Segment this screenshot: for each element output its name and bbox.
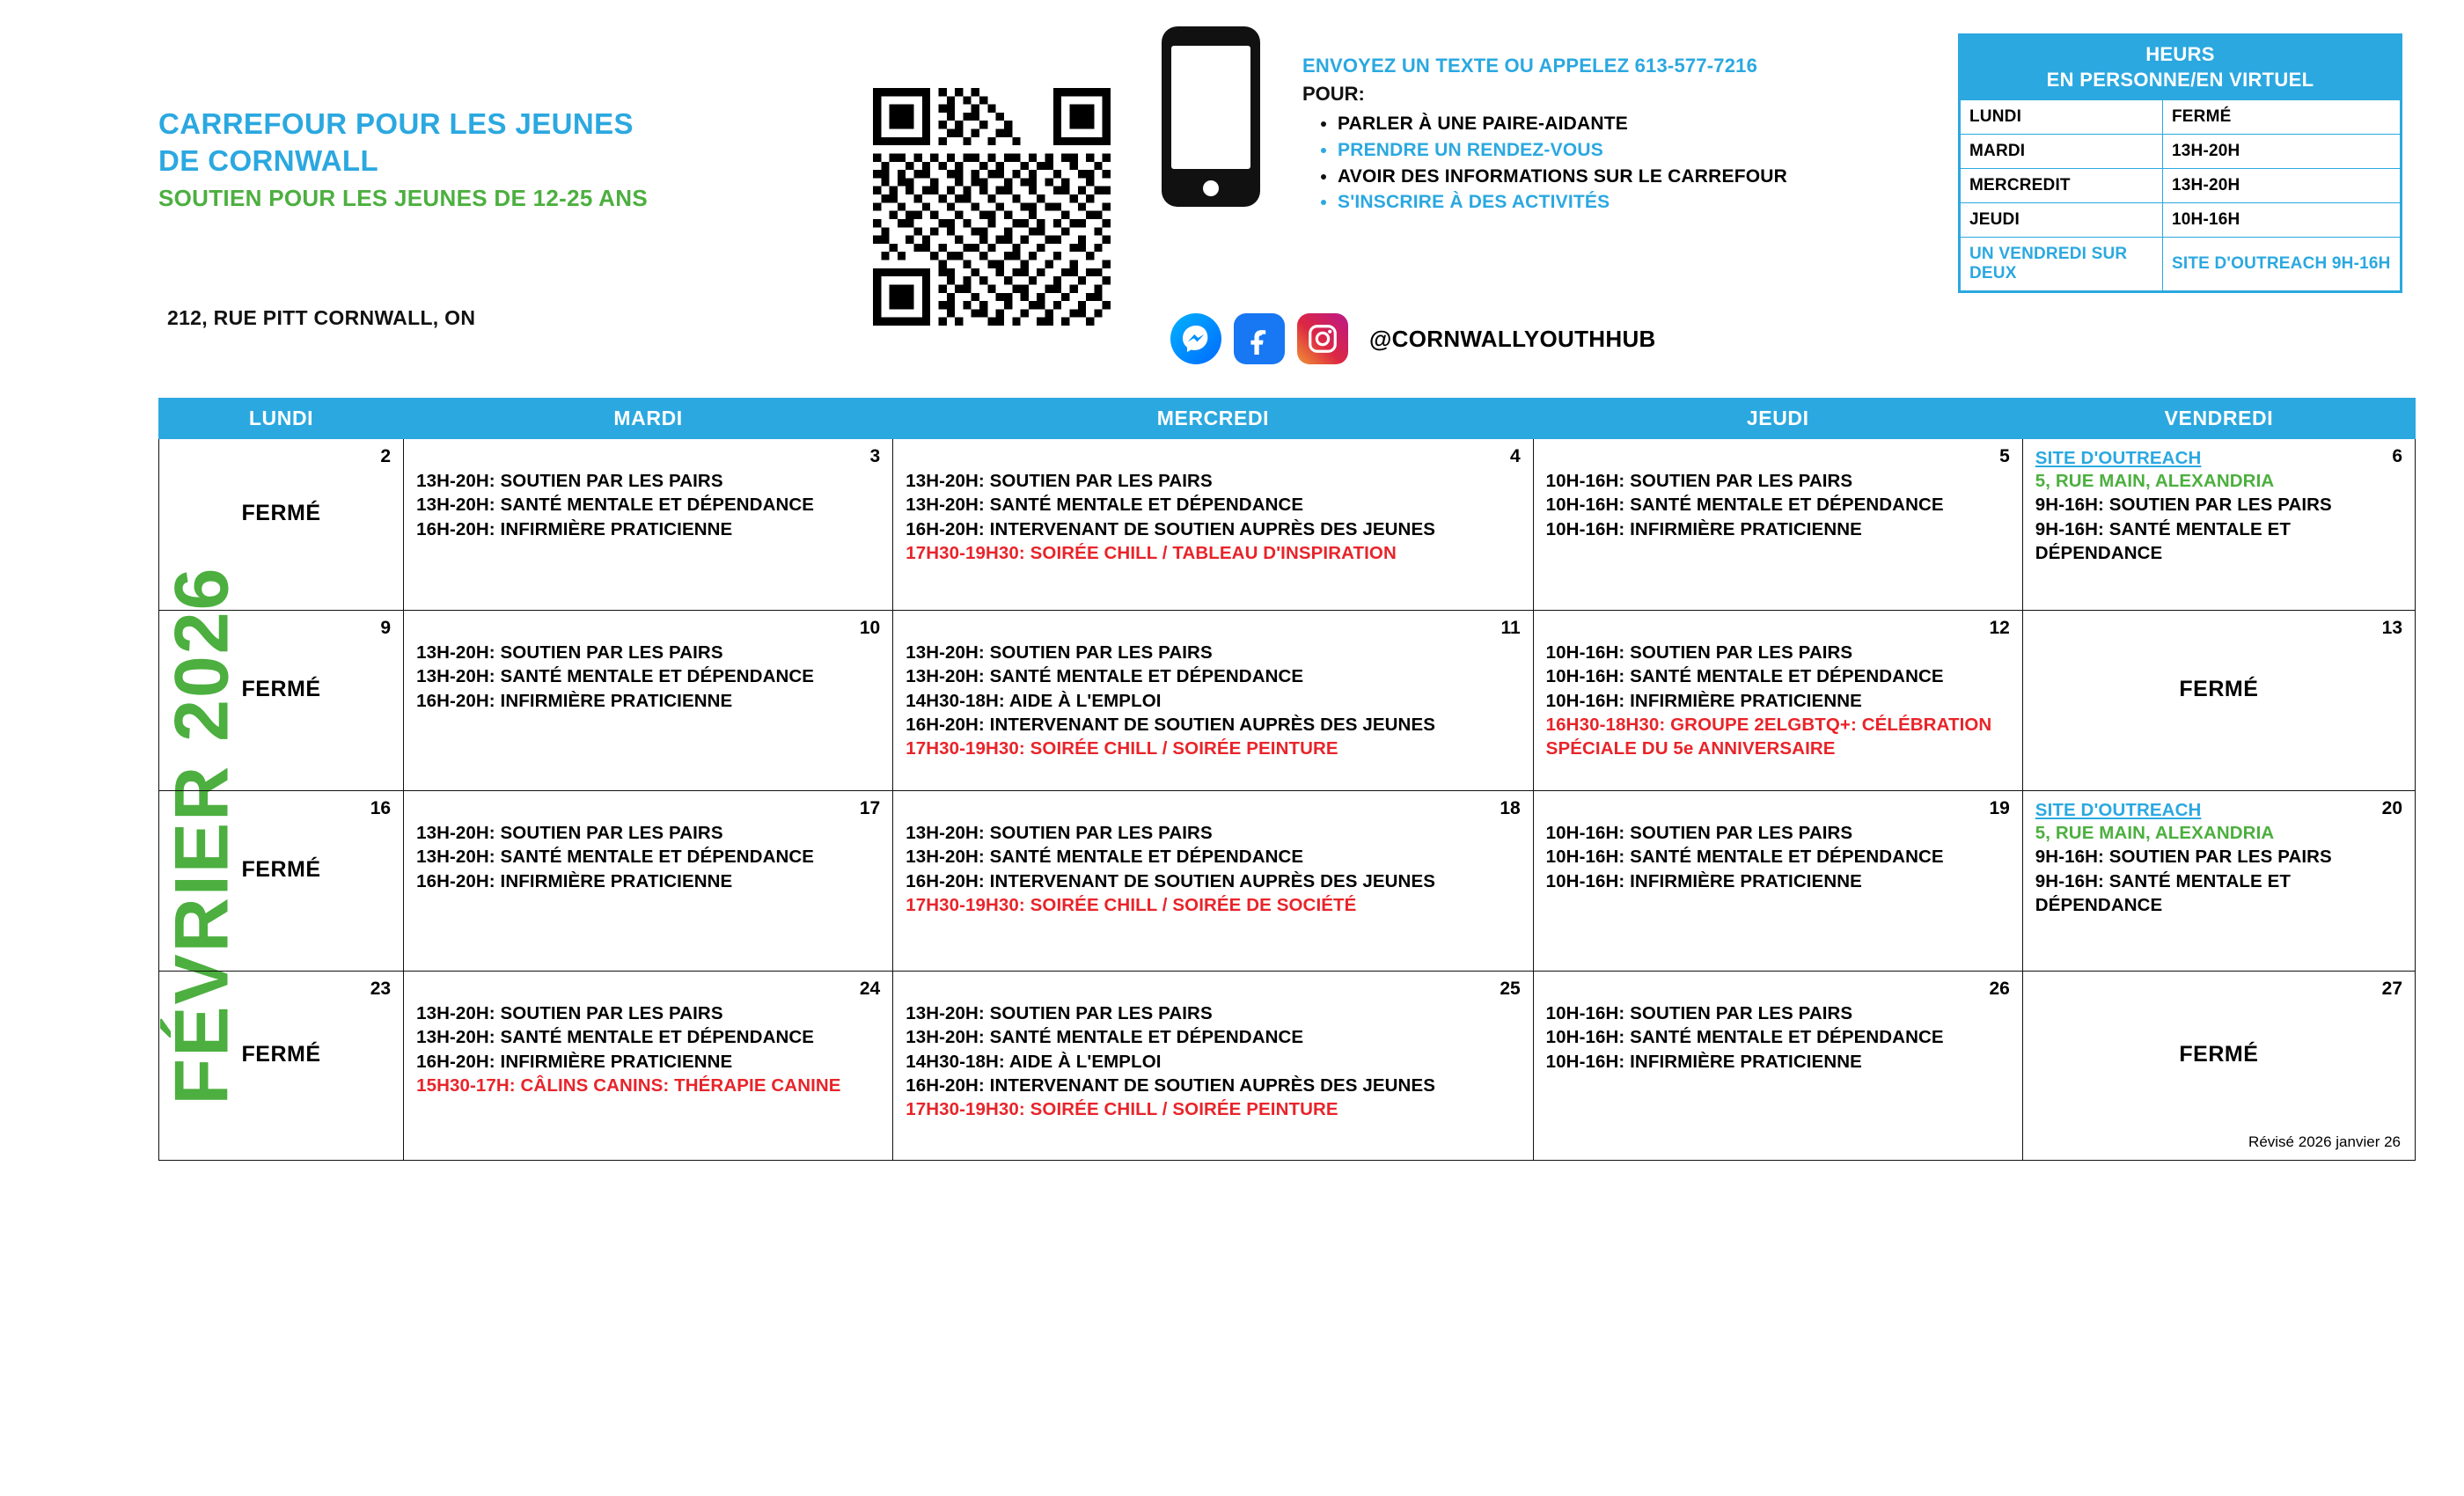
day-event-line: 17H30-19H30: SOIRÉE CHILL / TABLEAU D'INSPIRATION	[906, 542, 1397, 563]
day-events	[906, 821, 1520, 917]
social-row	[1170, 308, 1945, 370]
day-events	[1546, 821, 2010, 893]
list-item: • PARLER À UNE PAIRE-AIDANTE	[1338, 111, 1927, 137]
day-cell-content	[159, 611, 403, 790]
day-number: 4	[1509, 446, 1521, 466]
day-cell-content	[893, 791, 1532, 971]
day-events	[2035, 469, 2402, 565]
calendar-day-cell	[893, 791, 1533, 972]
day-event-line: 13H-20H: SANTÉ MENTALE ET DÉPENDANCE	[416, 495, 815, 516]
closed-label: FERMÉ	[241, 1041, 321, 1067]
day-event-line: 15H30-17H: CÂLINS CANINS: THÉRAPIE CANINE	[416, 1074, 841, 1096]
day-number: 6	[2392, 446, 2402, 466]
day-number: 12	[1989, 618, 2010, 638]
calendar-day-cell	[2022, 439, 2415, 611]
day-event-line: 13H-20H: SOUTIEN PAR LES PAIRS	[416, 642, 723, 663]
contact-reasons-list	[1302, 111, 1927, 216]
day-event-line: 13H-20H: SANTÉ MENTALE ET DÉPENDANCE	[416, 1027, 815, 1048]
day-events	[416, 1001, 880, 1097]
day-event-line: 9H-16H: SANTÉ MENTALE ET DÉPENDANCE	[2035, 518, 2291, 563]
calendar-day-cell	[404, 972, 893, 1161]
contact-for-label: POUR:	[1302, 83, 1365, 105]
day-cell-content	[893, 611, 1532, 790]
day-number: 3	[869, 446, 881, 466]
calendar-day-cell	[893, 611, 1533, 791]
hours-value: 10H-16H	[2163, 203, 2401, 238]
calendar-week-row	[159, 791, 2416, 972]
day-cell-content	[2023, 611, 2415, 790]
calendar-day-cell	[2022, 791, 2415, 972]
day-number: 11	[1500, 618, 1521, 638]
day-event-line: 14H30-18H: AIDE À L'EMPLOI	[906, 1051, 1162, 1072]
day-number: 27	[2381, 979, 2402, 999]
calendar-day-cell	[1533, 439, 2022, 611]
day-event-line: 10H-16H: SANTÉ MENTALE ET DÉPENDANCE	[1545, 1027, 1944, 1048]
closed-label: FERMÉ	[241, 676, 321, 701]
qr-code[interactable]	[873, 88, 1111, 326]
day-number: 19	[1989, 798, 2010, 818]
outreach-site-label: SITE D'OUTREACH	[2035, 448, 2202, 468]
day-event-line: 16H-20H: INTERVENANT DE SOUTIEN AUPRÈS DES JEUNES	[906, 870, 1435, 891]
day-cell-content	[404, 611, 892, 790]
calendar-day-cell	[893, 439, 1533, 611]
day-event-line: 13H-20H: SOUTIEN PAR LES PAIRS	[906, 642, 1213, 663]
calendar-week-row	[159, 611, 2416, 791]
day-number: 9	[380, 618, 392, 638]
day-event-line: 16H-20H: INTERVENANT DE SOUTIEN AUPRÈS DES JEUNES	[906, 1074, 1435, 1096]
day-number: 10	[859, 618, 881, 638]
day-cell-content	[1534, 791, 2022, 971]
day-event-line: 13H-20H: SOUTIEN PAR LES PAIRS	[906, 823, 1213, 843]
day-cell-content	[2023, 439, 2415, 610]
day-events	[906, 469, 1520, 565]
day-event-line: 5, RUE MAIN, ALEXANDRIA	[2035, 823, 2275, 843]
calendar-week-row	[159, 439, 2416, 611]
calendar	[158, 398, 2416, 1161]
list-item: • AVOIR DES INFORMATIONS SUR LE CARREFOUR	[1338, 164, 1927, 190]
hours-value: FERMÉ	[2163, 100, 2401, 135]
hours-box	[1958, 33, 2402, 293]
day-cell-content	[2023, 972, 2415, 1160]
day-event-line: 13H-20H: SOUTIEN PAR LES PAIRS	[416, 471, 723, 491]
day-event-line: 13H-20H: SANTÉ MENTALE ET DÉPENDANCE	[906, 1027, 1304, 1048]
instagram-icon[interactable]	[1297, 313, 1348, 364]
calendar-day-cell	[1533, 791, 2022, 972]
day-event-line: 10H-16H: SOUTIEN PAR LES PAIRS	[1545, 823, 1853, 843]
hours-day: UN VENDREDI SUR DEUX	[1961, 238, 2163, 291]
hours-value: 13H-20H	[2163, 169, 2401, 203]
day-event-line: 10H-16H: INFIRMIÈRE PRATICIENNE	[1545, 518, 1862, 539]
day-event-line: 10H-16H: INFIRMIÈRE PRATICIENNE	[1545, 870, 1862, 891]
column-header-vendredi: VENDREDI	[2022, 399, 2415, 439]
day-event-line: 16H-20H: INFIRMIÈRE PRATICIENNE	[416, 518, 733, 539]
calendar-day-cell	[159, 439, 404, 611]
contact-heading: ENVOYEZ UN TEXTE OU APPELEZ 613-577-7216	[1302, 55, 1758, 77]
day-number: 5	[1999, 446, 2010, 466]
calendar-day-cell	[893, 972, 1533, 1161]
day-event-line: 9H-16H: SANTÉ MENTALE ET DÉPENDANCE	[2035, 870, 2291, 915]
hours-day: MERCREDIT	[1961, 169, 2163, 203]
day-cell-content	[1534, 972, 2022, 1160]
day-number: 24	[859, 979, 881, 999]
day-event-line: 13H-20H: SOUTIEN PAR LES PAIRS	[416, 823, 723, 843]
mobile-phone-icon	[1162, 26, 1267, 216]
day-event-line: 13H-20H: SANTÉ MENTALE ET DÉPENDANCE	[906, 847, 1304, 868]
contact-block	[1302, 55, 1927, 216]
calendar-day-cell	[1533, 611, 2022, 791]
day-cell-content	[159, 439, 403, 610]
org-address: 212, RUE PITT CORNWALL, ON	[167, 306, 476, 329]
day-event-line: 10H-16H: SANTÉ MENTALE ET DÉPENDANCE	[1545, 666, 1944, 687]
calendar-day-cell	[2022, 972, 2415, 1161]
day-event-line: 13H-20H: SANTÉ MENTALE ET DÉPENDANCE	[416, 666, 815, 687]
day-events	[1546, 469, 2010, 541]
column-header-lundi: LUNDI	[159, 399, 404, 439]
closed-label: FERMÉ	[241, 500, 321, 525]
day-event-line: 13H-20H: SANTÉ MENTALE ET DÉPENDANCE	[906, 495, 1304, 516]
calendar-header-row	[159, 399, 2416, 439]
day-cell-content	[2023, 791, 2415, 971]
revised-note: Révisé 2026 janvier 26	[2248, 1133, 2401, 1150]
day-event-line: 17H30-19H30: SOIRÉE CHILL / SOIRÉE PEINTURE	[906, 1099, 1338, 1119]
day-events	[906, 641, 1520, 760]
table-row	[1961, 135, 2401, 169]
day-events	[1546, 1001, 2010, 1074]
day-event-line: 13H-20H: SOUTIEN PAR LES PAIRS	[416, 1003, 723, 1023]
list-item: • S'INSCRIRE À DES ACTIVITÉS	[1338, 189, 1927, 216]
day-event-line: 17H30-19H30: SOIRÉE CHILL / SOIRÉE DE SOCIÉTÉ	[906, 894, 1357, 915]
day-event-line: 10H-16H: SOUTIEN PAR LES PAIRS	[1545, 1003, 1853, 1023]
day-cell-content	[404, 439, 892, 610]
calendar-day-cell	[2022, 611, 2415, 791]
day-event-line: 5, RUE MAIN, ALEXANDRIA	[2035, 471, 2275, 491]
day-event-line: 13H-20H: SOUTIEN PAR LES PAIRS	[906, 471, 1213, 491]
social-handle: @CORNWALLYOUTHHUB	[1369, 325, 1656, 352]
org-title-line1: CARREFOUR POUR LES JEUNES	[158, 107, 634, 140]
month-label: FÉVRIER 2026	[159, 566, 245, 1105]
day-events	[1546, 641, 2010, 760]
day-cell-content	[159, 791, 403, 971]
day-event-line: 16H-20H: INFIRMIÈRE PRATICIENNE	[416, 870, 733, 891]
day-number: 17	[859, 798, 881, 818]
calendar-day-cell	[1533, 972, 2022, 1161]
day-event-line: 9H-16H: SOUTIEN PAR LES PAIRS	[2035, 847, 2332, 868]
table-row	[1961, 203, 2401, 238]
calendar-week-row	[159, 972, 2416, 1161]
poster-header	[0, 0, 2464, 387]
day-events	[2035, 821, 2402, 917]
day-cell-content	[159, 972, 403, 1160]
day-event-line: 13H-20H: SANTÉ MENTALE ET DÉPENDANCE	[416, 847, 815, 868]
table-row	[1961, 169, 2401, 203]
day-events	[906, 1001, 1520, 1121]
table-row	[1961, 238, 2401, 291]
day-number: 20	[2381, 798, 2402, 818]
hours-day: MARDI	[1961, 135, 2163, 169]
hours-title-line1: HEURS	[2145, 43, 2215, 65]
day-events	[416, 469, 880, 541]
day-cell-content	[404, 791, 892, 971]
org-title-line2: DE CORNWALL	[158, 144, 379, 178]
calendar-day-cell	[404, 439, 893, 611]
hours-day: JEUDI	[1961, 203, 2163, 238]
day-event-line: 10H-16H: INFIRMIÈRE PRATICIENNE	[1545, 690, 1862, 711]
closed-label: FERMÉ	[2179, 676, 2259, 701]
day-event-line: 16H-20H: INTERVENANT DE SOUTIEN AUPRÈS DES JEUNES	[906, 518, 1435, 539]
day-event-line: 9H-16H: SOUTIEN PAR LES PAIRS	[2035, 495, 2332, 516]
day-events	[416, 821, 880, 893]
day-event-line: 10H-16H: INFIRMIÈRE PRATICIENNE	[1545, 1051, 1862, 1072]
calendar-grid	[158, 398, 2416, 1161]
day-event-line: 14H30-18H: AIDE À L'EMPLOI	[906, 690, 1162, 711]
calendar-day-cell	[404, 791, 893, 972]
day-event-line: 16H-20H: INFIRMIÈRE PRATICIENNE	[416, 1051, 733, 1072]
day-cell-content	[893, 439, 1532, 610]
day-number: 26	[1989, 979, 2010, 999]
day-event-line: 17H30-19H30: SOIRÉE CHILL / SOIRÉE PEINTURE	[906, 738, 1338, 759]
day-cell-content	[893, 972, 1532, 1160]
closed-label: FERMÉ	[2179, 1041, 2259, 1067]
day-number: 13	[2381, 618, 2402, 638]
day-event-line: 16H-20H: INTERVENANT DE SOUTIEN AUPRÈS DES JEUNES	[906, 714, 1435, 735]
list-item: • PRENDRE UN RENDEZ-VOUS	[1338, 137, 1927, 164]
day-event-line: 10H-16H: SOUTIEN PAR LES PAIRS	[1545, 642, 1853, 663]
day-cell-content	[404, 972, 892, 1160]
day-number: 25	[1500, 979, 1521, 999]
calendar-day-cell	[159, 972, 404, 1161]
calendar-day-cell	[404, 611, 893, 791]
messenger-icon[interactable]	[1170, 313, 1221, 364]
column-header-jeudi: JEUDI	[1533, 399, 2022, 439]
day-cell-content	[1534, 611, 2022, 790]
column-header-mercredi: MERCREDI	[893, 399, 1533, 439]
hours-title-line2: EN PERSONNE/EN VIRTUEL	[2046, 68, 2314, 91]
day-events	[416, 641, 880, 713]
day-event-line: 13H-20H: SOUTIEN PAR LES PAIRS	[906, 1003, 1213, 1023]
hours-table	[1960, 99, 2401, 291]
outreach-site-label: SITE D'OUTREACH	[2035, 800, 2202, 820]
day-event-line: 10H-16H: SANTÉ MENTALE ET DÉPENDANCE	[1545, 495, 1944, 516]
calendar-day-cell	[159, 611, 404, 791]
hours-day: LUNDI	[1961, 100, 2163, 135]
day-number: 2	[380, 446, 392, 466]
org-subtitle: SOUTIEN POUR LES JEUNES DE 12-25 ANS	[158, 185, 648, 212]
day-number: 23	[370, 979, 392, 999]
day-event-line: 10H-16H: SOUTIEN PAR LES PAIRS	[1545, 471, 1853, 491]
calendar-body	[159, 439, 2416, 1161]
day-event-line: 16H30-18H30: GROUPE 2ELGBTQ+: CÉLÉBRATION SPÉCIALE DU 5e ANNIVERSAIRE	[1545, 714, 1992, 759]
hours-value: 13H-20H	[2163, 135, 2401, 169]
day-number: 16	[370, 798, 392, 818]
facebook-icon[interactable]	[1234, 313, 1285, 364]
column-header-mardi: MARDI	[404, 399, 893, 439]
day-number: 18	[1500, 798, 1521, 818]
calendar-day-cell	[159, 791, 404, 972]
hours-value: SITE D'OUTREACH 9H-16H	[2163, 238, 2401, 291]
hours-title	[1960, 35, 2401, 99]
day-event-line: 10H-16H: SANTÉ MENTALE ET DÉPENDANCE	[1545, 847, 1944, 868]
org-title-block	[158, 106, 827, 212]
closed-label: FERMÉ	[241, 856, 321, 882]
day-cell-content	[1534, 439, 2022, 610]
day-event-line: 13H-20H: SANTÉ MENTALE ET DÉPENDANCE	[906, 666, 1304, 687]
day-event-line: 16H-20H: INFIRMIÈRE PRATICIENNE	[416, 690, 733, 711]
table-row	[1961, 100, 2401, 135]
